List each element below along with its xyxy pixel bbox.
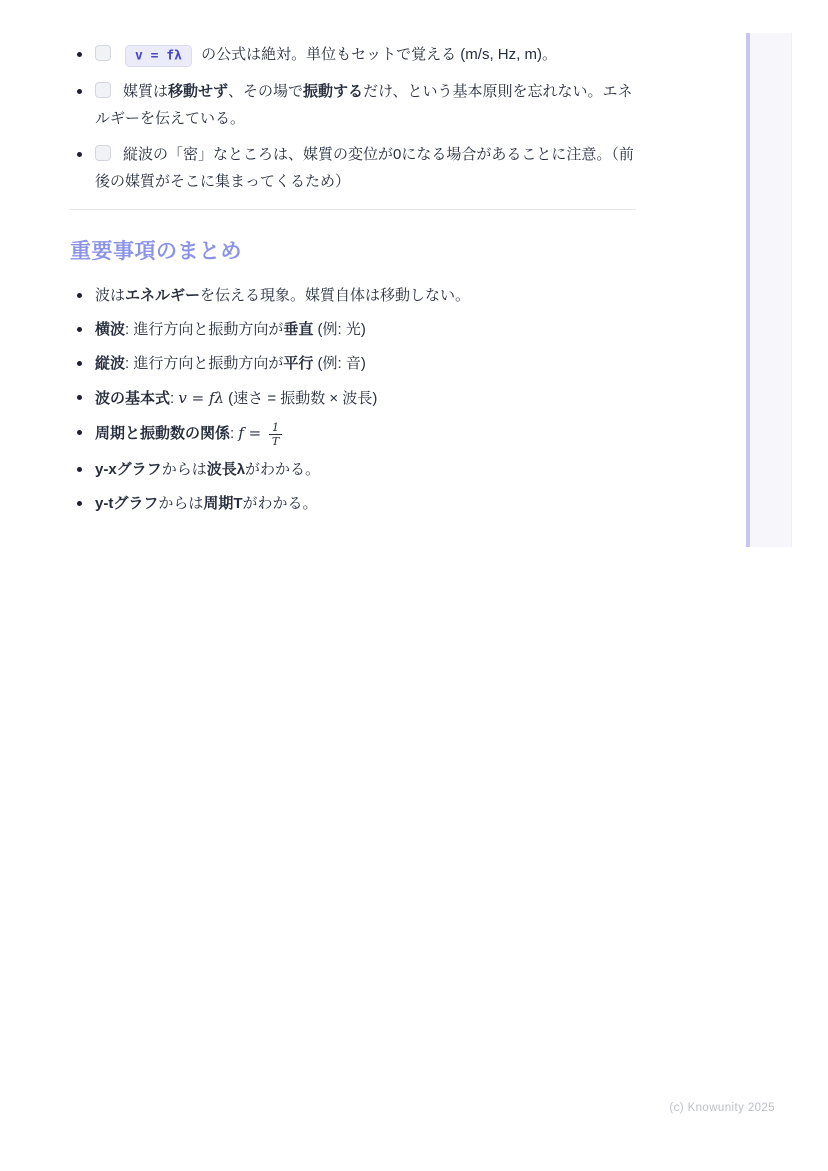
checkbox[interactable] — [95, 82, 111, 98]
section-divider — [70, 209, 636, 210]
checklist-item-text: 媒質は移動せず、その場で振動するだけ、という基本原則を忘れない。エネルギーを伝えている。 — [95, 83, 633, 127]
summary-item-text: 周期と振動数の関係: f = $\frac{1}{T}$ — [95, 425, 282, 442]
summary-item-text: 縦波: 進行方向と振動方向が平行 (例: 音) — [95, 355, 366, 372]
summary-item-text: y-xグラフからは波長λがわかる。 — [95, 461, 321, 478]
adjacent-page-edge — [750, 33, 792, 547]
summary-item — [70, 387, 636, 410]
bullet-icon — [77, 327, 82, 332]
bullet-icon — [77, 89, 82, 94]
summary-item — [70, 422, 636, 447]
checklist-item — [70, 141, 636, 195]
copyright-text: (c) Knowunity 2025 — [669, 1102, 775, 1114]
summary-item — [70, 285, 636, 307]
checklist-item — [70, 41, 636, 69]
bullet-icon — [77, 501, 82, 506]
checklist-item — [70, 78, 636, 132]
summary-item-text: 波はエネルギーを伝える現象。媒質自体は移動しない。 — [95, 287, 471, 304]
summary-list — [70, 285, 636, 515]
bullet-icon — [77, 430, 82, 435]
bullet-icon — [77, 467, 82, 472]
section-heading: 重要事項のまとめ — [70, 240, 242, 263]
summary-item — [70, 493, 636, 515]
bullet-icon — [77, 293, 82, 298]
summary-item-text: 波の基本式: v = fλ (速さ = 振動数 × 波長) — [95, 389, 378, 407]
summary-item-text: 横波: 進行方向と振動方向が垂直 (例: 光) — [95, 321, 366, 338]
checkbox[interactable] — [95, 145, 111, 161]
summary-item — [70, 459, 636, 481]
bullet-icon — [77, 361, 82, 366]
summary-item-text: y-tグラフからは周期Tがわかる。 — [95, 495, 318, 512]
summary-item — [70, 353, 636, 375]
bullet-icon — [77, 395, 82, 400]
bullet-icon — [77, 52, 82, 57]
note-content — [70, 41, 636, 527]
checklist-item-text: 縦波の「密」なところは、媒質の変位が0になる場合があることに注意。（前後の媒質がそこに集まってくるため） — [95, 146, 634, 190]
checklist — [70, 41, 636, 195]
bullet-icon — [77, 152, 82, 157]
checklist-item-text: v = fλ の公式は絶対。単位もセットで覚える (m/s, Hz, m)。 — [123, 46, 557, 63]
checkbox[interactable] — [95, 45, 111, 61]
summary-item — [70, 319, 636, 341]
